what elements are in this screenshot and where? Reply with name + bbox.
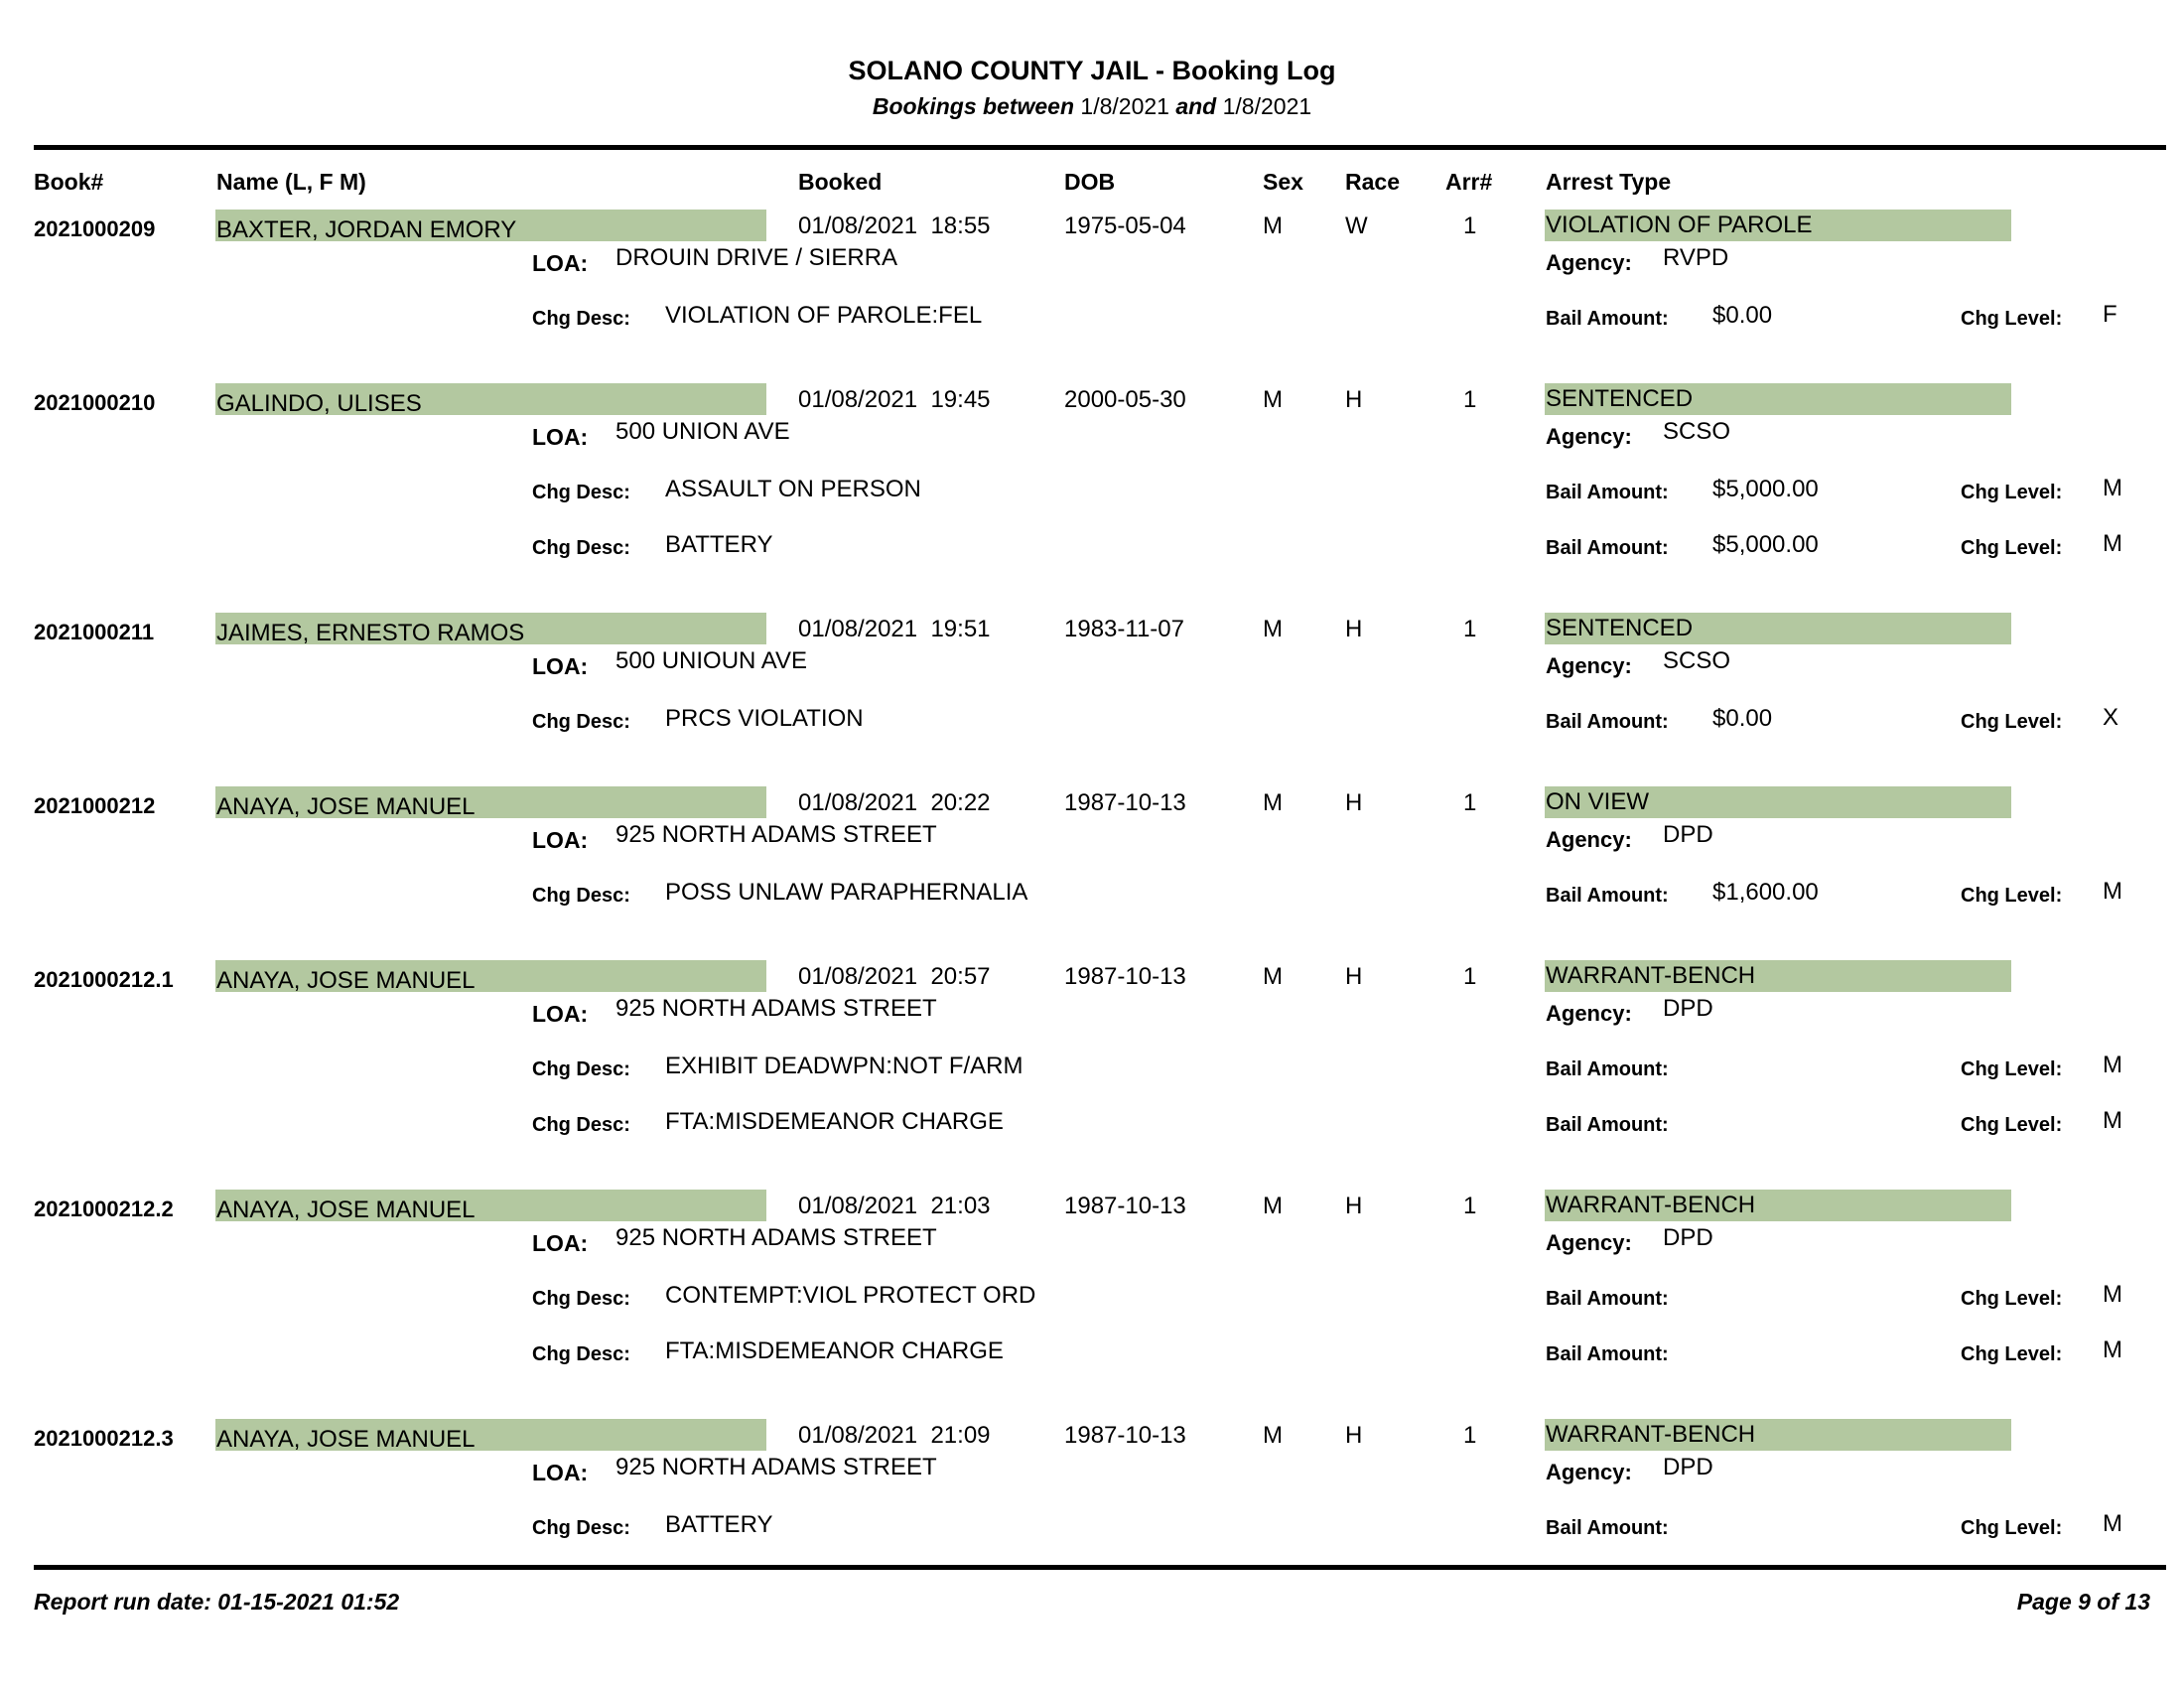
book-number: 2021000212.3	[34, 1426, 174, 1451]
chg-level-label: Chg Level:	[1961, 1058, 2063, 1080]
chg-level-label: Chg Level:	[1961, 1288, 2063, 1310]
inmate-name: ANAYA, JOSE MANUEL	[216, 1426, 476, 1453]
book-number: 2021000211	[34, 620, 155, 644]
charge-description: PRCS VIOLATION	[665, 705, 864, 732]
race: W	[1345, 212, 1368, 239]
charge-description: EXHIBIT DEADWPN:NOT F/ARM	[665, 1053, 1024, 1079]
charge-level: M	[2103, 1107, 2122, 1134]
inmate-name: GALINDO, ULISES	[216, 390, 422, 417]
subtitle-prefix: Bookings between	[872, 93, 1075, 119]
arrest-number: 1	[1463, 963, 1477, 990]
chg-desc-label: Chg Desc:	[532, 537, 630, 559]
date-of-birth: 1987-10-13	[1064, 1193, 1186, 1219]
arrest-number: 1	[1463, 1193, 1477, 1219]
agency-label: Agency:	[1546, 1230, 1632, 1255]
charge-description: FTA:MISDEMEANOR CHARGE	[665, 1108, 1004, 1135]
chg-desc-label: Chg Desc:	[532, 885, 630, 907]
bail-amount: $5,000.00	[1712, 531, 1819, 558]
agency-label: Agency:	[1546, 653, 1632, 678]
book-number: 2021000212	[34, 793, 156, 818]
charge-description: VIOLATION OF PAROLE:FEL	[665, 302, 983, 329]
charge-level: X	[2103, 704, 2119, 731]
col-name: Name (L, F M)	[216, 169, 366, 195]
col-sex: Sex	[1263, 169, 1303, 195]
bail-amount-label: Bail Amount:	[1546, 482, 1669, 503]
charge-level: F	[2103, 301, 2117, 328]
bail-amount-label: Bail Amount:	[1546, 1058, 1669, 1080]
agency: SCSO	[1663, 647, 1731, 674]
bail-amount-label: Bail Amount:	[1546, 1517, 1669, 1539]
header-rule	[34, 145, 2166, 150]
chg-desc-label: Chg Desc:	[532, 1343, 630, 1365]
race: H	[1345, 616, 1363, 642]
footer-rule	[34, 1565, 2166, 1570]
charge-description: POSS UNLAW PARAPHERNALIA	[665, 879, 1028, 906]
location-of-arrest: DROUIN DRIVE / SIERRA	[615, 244, 898, 271]
location-of-arrest: 925 NORTH ADAMS STREET	[615, 1224, 937, 1251]
date-from: 1/8/2021	[1080, 93, 1169, 119]
charge-level: M	[2103, 1510, 2122, 1537]
bail-amount: $0.00	[1712, 302, 1773, 329]
race: H	[1345, 386, 1363, 413]
bail-amount-label: Bail Amount:	[1546, 711, 1669, 733]
date-of-birth: 1987-10-13	[1064, 1422, 1186, 1449]
arrest-type: SENTENCED	[1546, 385, 1694, 412]
chg-desc-label: Chg Desc:	[532, 1058, 630, 1080]
report-run-date: Report run date: 01-15-2021 01:52	[34, 1589, 400, 1615]
arrest-number: 1	[1463, 789, 1477, 816]
chg-level-label: Chg Level:	[1961, 537, 2063, 559]
date-to: 1/8/2021	[1222, 93, 1312, 119]
chg-level-label: Chg Level:	[1961, 482, 2063, 503]
arrest-type: ON VIEW	[1546, 788, 1650, 815]
loa-label: LOA:	[532, 1001, 589, 1027]
agency: DPD	[1663, 821, 1713, 848]
booked-datetime: 01/08/2021 18:55	[798, 212, 991, 239]
chg-desc-label: Chg Desc:	[532, 1114, 630, 1136]
bail-amount-label: Bail Amount:	[1546, 1114, 1669, 1136]
bail-amount: $1,600.00	[1712, 879, 1819, 906]
arrest-type: WARRANT-BENCH	[1546, 962, 1756, 989]
date-of-birth: 2000-05-30	[1064, 386, 1186, 413]
booked-datetime: 01/08/2021 20:22	[798, 789, 991, 816]
arrest-number: 1	[1463, 212, 1477, 239]
bail-amount: $5,000.00	[1712, 476, 1819, 502]
charge-level: M	[2103, 1281, 2122, 1308]
agency: SCSO	[1663, 418, 1731, 445]
date-of-birth: 1987-10-13	[1064, 789, 1186, 816]
race: H	[1345, 1193, 1363, 1219]
loa-label: LOA:	[532, 424, 589, 450]
race: H	[1345, 963, 1363, 990]
page-number: Page 9 of 13	[2016, 1589, 2150, 1615]
chg-level-label: Chg Level:	[1961, 308, 2063, 330]
arrest-number: 1	[1463, 616, 1477, 642]
sex: M	[1263, 1422, 1283, 1449]
chg-desc-label: Chg Desc:	[532, 482, 630, 503]
arrest-type: WARRANT-BENCH	[1546, 1421, 1756, 1448]
charge-level: M	[2103, 1052, 2122, 1078]
loa-label: LOA:	[532, 827, 589, 853]
chg-level-label: Chg Level:	[1961, 885, 2063, 907]
report-title: SOLANO COUNTY JAIL - Booking Log	[848, 56, 1336, 85]
charge-description: BATTERY	[665, 1511, 773, 1538]
arrest-type: SENTENCED	[1546, 615, 1694, 641]
agency-label: Agency:	[1546, 1001, 1632, 1026]
chg-desc-label: Chg Desc:	[532, 711, 630, 733]
inmate-name: ANAYA, JOSE MANUEL	[216, 1196, 476, 1223]
report-subtitle	[0, 93, 2184, 120]
bail-amount: $0.00	[1712, 705, 1773, 732]
chg-level-label: Chg Level:	[1961, 711, 2063, 733]
race: H	[1345, 1422, 1363, 1449]
location-of-arrest: 500 UNIOUN AVE	[615, 647, 807, 674]
bail-amount-label: Bail Amount:	[1546, 308, 1669, 330]
bail-amount-label: Bail Amount:	[1546, 1288, 1669, 1310]
booked-datetime: 01/08/2021 19:45	[798, 386, 991, 413]
charge-level: M	[2103, 475, 2122, 501]
charge-level: M	[2103, 878, 2122, 905]
agency-label: Agency:	[1546, 827, 1632, 852]
location-of-arrest: 925 NORTH ADAMS STREET	[615, 1454, 937, 1480]
chg-level-label: Chg Level:	[1961, 1343, 2063, 1365]
inmate-name: ANAYA, JOSE MANUEL	[216, 967, 476, 994]
loa-label: LOA:	[532, 1230, 589, 1256]
date-of-birth: 1987-10-13	[1064, 963, 1186, 990]
arrest-number: 1	[1463, 386, 1477, 413]
agency: DPD	[1663, 1454, 1713, 1480]
arrest-type: VIOLATION OF PAROLE	[1546, 211, 1813, 238]
bail-amount-label: Bail Amount:	[1546, 537, 1669, 559]
booked-datetime: 01/08/2021 21:09	[798, 1422, 991, 1449]
chg-level-label: Chg Level:	[1961, 1517, 2063, 1539]
agency-label: Agency:	[1546, 250, 1632, 275]
loa-label: LOA:	[532, 1460, 589, 1485]
loa-label: LOA:	[532, 250, 589, 276]
sex: M	[1263, 616, 1283, 642]
location-of-arrest: 925 NORTH ADAMS STREET	[615, 821, 937, 848]
agency: DPD	[1663, 995, 1713, 1022]
chg-desc-label: Chg Desc:	[532, 308, 630, 330]
inmate-name: ANAYA, JOSE MANUEL	[216, 793, 476, 820]
chg-desc-label: Chg Desc:	[532, 1288, 630, 1310]
sex: M	[1263, 212, 1283, 239]
bail-amount-label: Bail Amount:	[1546, 1343, 1669, 1365]
book-number: 2021000212.1	[34, 967, 174, 992]
book-number: 2021000209	[34, 216, 156, 241]
col-dob: DOB	[1064, 169, 1116, 195]
charge-description: FTA:MISDEMEANOR CHARGE	[665, 1337, 1004, 1364]
sex: M	[1263, 1193, 1283, 1219]
loa-label: LOA:	[532, 653, 589, 679]
charge-level: M	[2103, 530, 2122, 557]
race: H	[1345, 789, 1363, 816]
col-booked: Booked	[798, 169, 883, 195]
bail-amount-label: Bail Amount:	[1546, 885, 1669, 907]
sex: M	[1263, 963, 1283, 990]
charge-description: BATTERY	[665, 531, 773, 558]
booked-datetime: 01/08/2021 21:03	[798, 1193, 991, 1219]
chg-desc-label: Chg Desc:	[532, 1517, 630, 1539]
subtitle-and: and	[1175, 93, 1217, 119]
book-number: 2021000210	[34, 390, 156, 415]
agency-label: Agency:	[1546, 424, 1632, 449]
col-book: Book#	[34, 169, 104, 195]
inmate-name: BAXTER, JORDAN EMORY	[216, 216, 517, 243]
charge-level: M	[2103, 1336, 2122, 1363]
col-race: Race	[1345, 169, 1400, 195]
booked-datetime: 01/08/2021 19:51	[798, 616, 991, 642]
booked-datetime: 01/08/2021 20:57	[798, 963, 991, 990]
date-of-birth: 1975-05-04	[1064, 212, 1186, 239]
charge-description: CONTEMPT:VIOL PROTECT ORD	[665, 1282, 1036, 1309]
agency-label: Agency:	[1546, 1460, 1632, 1484]
chg-level-label: Chg Level:	[1961, 1114, 2063, 1136]
location-of-arrest: 925 NORTH ADAMS STREET	[615, 995, 937, 1022]
col-arrest-type: Arrest Type	[1546, 169, 1672, 195]
inmate-name: JAIMES, ERNESTO RAMOS	[216, 620, 525, 646]
agency: RVPD	[1663, 244, 1729, 271]
sex: M	[1263, 789, 1283, 816]
arrest-number: 1	[1463, 1422, 1477, 1449]
book-number: 2021000212.2	[34, 1196, 174, 1221]
date-of-birth: 1983-11-07	[1064, 616, 1184, 642]
sex: M	[1263, 386, 1283, 413]
location-of-arrest: 500 UNION AVE	[615, 418, 790, 445]
col-arr: Arr#	[1445, 169, 1493, 195]
charge-description: ASSAULT ON PERSON	[665, 476, 921, 502]
arrest-type: WARRANT-BENCH	[1546, 1192, 1756, 1218]
agency: DPD	[1663, 1224, 1713, 1251]
